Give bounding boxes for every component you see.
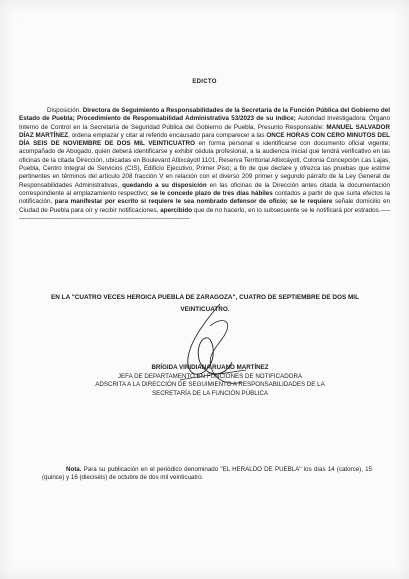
signatory-line-2: ADSCRITA A LA DIRECCIÓN DE SEGUIMIENTO A RESPONSABILIDADES DE LA [95,381,325,389]
body-p5: contados a partir de que surta efectos la notificación, [19,189,391,206]
body-p4-bold: quedando a su disposición [122,181,207,189]
authority-text: Directora de Seguimiento a Responsabilidades de la Secretaría de la Función Pública del Gobierno del Estado de Puebla; Procedimiento de Responsabilidad Administrativa 53/2023 de su índice; [19,107,390,123]
body-p7: que de no hacerlo, en lo subsecuente se le notificará por estrados. [193,206,381,214]
body-p4: en las oficinas de la Dirección antes citada la documentación correspondiente al emplazamiento respectivo; [19,181,391,197]
disposition-label: Disposición. [47,107,81,114]
signatory-block [60,364,360,398]
document-title: EDICTO [192,79,217,85]
body-p6: señale domicilio en Ciudad de Puebla para oír y recibir notificaciones, [19,198,391,214]
body-p3: en forma personal e identificarse con documento oficial vigente; acompañado de Abogado, quien deberá identificarse y exhibir cédula profesional, a la audiencia inicial que tendrá verificativo en las oficinas de la citada Dirección, ubicadas en Boulevard Atlixcáyotl 1101, Reserva Territorial Atlixcáyotl, Colonia Concepción Las Lajas, Puebla, Centro Integral de Servicios (CIS), Edificio Ejecutivo, Primer Piso; a fin de que declare y ofrezca las pruebas que estime pertinentes en términos del artículo 208 fracción V en relación con el diverso 209 primer y segundo párrafo de la Ley General de Responsabilidades Administrativas, [19,140,390,189]
place-date: EN LA "CUATRO VECES HEROICA PUEBLA DE ZARAGOZA", CUATRO DE SEPTIEMBRE DE DOS MIL VEINTICUATRO. [51,294,359,313]
hearing-time: ONCE HORAS CON CERO MINUTOS DEL DÍA SEIS DE NOVIEMBRE DE DOS MIL VEINTICUATRO [19,131,390,148]
signatory-line-1: JEFA DE DEPARTAMENTO EN FUNCIONES DE NOTIFICADORA [117,372,303,380]
body-p7-bold: apercibido [160,206,193,214]
body-p2: , ordena emplazar y citar al referido encausado para comparecer a las [68,131,265,139]
presunto-responsable: MANUEL SALVADOR DÍAZ MARTÍNEZ [19,123,390,139]
note-label: Nota. [66,466,82,473]
note-text: Para su publicación en el periódico denominado "EL HERALDO DE PUEBLA" los días 14 (catorce), 15 (quince) y 16 (dieciséis) de octubre de dos mil veinticuatro. [42,466,372,482]
dash-fill: ----------------------------------------------------------------------------------------------- [19,206,391,222]
body-p6-bold: para manifestar por escrito si requiere le sea nombrado defensor de oficio; se le requiere [54,198,333,206]
publication-note [42,466,372,483]
edict-body [19,107,390,223]
signatory-name: BRÍGIDA VIRIDIANA RUANO MARTÍNEZ [151,364,269,371]
signatory-line-3: SECRETARÍA DE LA FUNCIÓN PÚBLICA [151,389,269,397]
body-p5-bold: se le concede plazo de tres días hábiles [150,189,273,197]
body-p1: Autoridad Investigadora: Órgano Interno de Control en la Secretaría de Seguridad Pública del Gobierno de Puebla, Presunto Responsable: [19,115,391,131]
